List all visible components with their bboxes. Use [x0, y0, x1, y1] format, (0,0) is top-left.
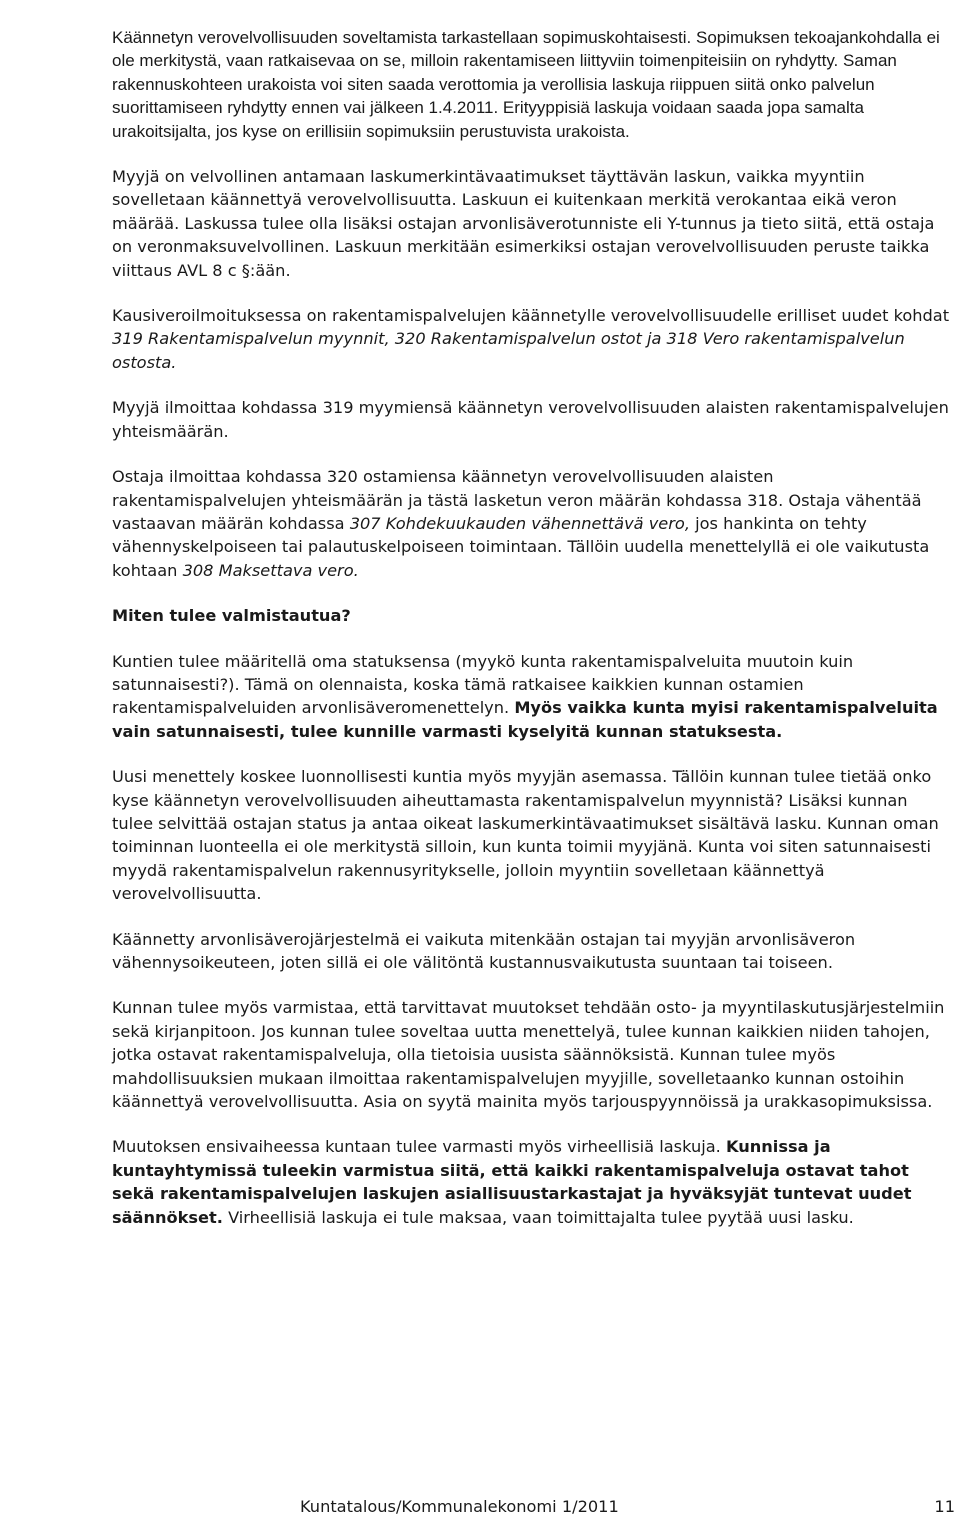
paragraph-buyer-reporting — [112, 465, 950, 582]
paragraph-text: Käännetty arvonlisäverojärjestelmä ei vaikuta mitenkään ostajan tai myyjän arvonlisäveron vähennysoikeuteen, joten sillä ei ole välitöntä kustannusvaikutusta suuntaan tai toiseen. — [112, 929, 856, 972]
paragraph-municipal-status — [112, 650, 950, 744]
paragraph-text: Ostaja ilmoittaa kohdassa 320 ostamiensa käännetyn verovelvollisuuden alaisten rakentamispalvelujen yhteismäärän ja tästä lasketun veron määrän kohdassa 318. Ostaja vähentää vastaavan määrän kohdassa — [112, 467, 922, 533]
paragraph-text: Kausiveroilmoituksessa on rakentamispalvelujen käännetylle verovelvollisuudelle erilliset uudet kohdat — [112, 306, 950, 326]
paragraph-text: Uusi menettely koskee luonnollisesti kuntia myös myyjän asemassa. Tällöin kunnan tulee tietää onko kyse käännetyn verovelvollisuuden aiheuttamasta rakentamispalvelun myynnistä? Lisäksi kunnan tulee selvittää ostajan status ja antaa oikeat laskumerkintävaatimukset sisältävä lasku. Kunnan oman toiminnan luonteella ei ole merkitystä silloin, kun kunta toimii myyjänä. Kunta voi siten satunnaisesti myydä rakentamispalvelun rakennusyritykselle, jolloin myyntiin sovelletaan käännettyä verovelvollisuutta. — [112, 767, 939, 904]
paragraph-text: Kunnan tulee myös varmistaa, että tarvittavat muutokset tehdään osto- ja myyntilaskutusjärjestelmiin sekä kirjanpitoon. Jos kunnan tulee soveltaa uutta menettelyä, tulee kunnan kaikkien niiden tahojen, jotka ostavat rakentamispalveluja, olla tietoisia uusista säännöksistä. Kunnan tulee myös mahdollisuuksien mukaan ilmoittaa rakentamispalvelujen myyjille, sovelletaanko kunnan ostoihin käännettyä verovelvollisuutta. Asia on syytä mainita myös tarjouspyynnöissä ja urakkasopimuksissa. — [112, 998, 945, 1112]
paragraph-text: Kuntien tulee määritellä oma statuksensa (myykö kunta rakentamispalveluita muutoin kuin satunnaisesti?). Tämä on olennaista, koska tämä ratkaisee kaikkien kunnan ostamien rakentamispalveluiden arvonlisäveromenettelyn. — [112, 651, 854, 718]
bold-text: Kunnissa ja kuntayhtymissä tuleekin varmistua siitä, että kaikki rakentamispalveluja ostavat tahot sekä rakentamispalvelujen laskujen asiallisuustarkastajat ja hyväksyjät tuntevat uudet säännökset. — [112, 1137, 912, 1227]
emphasis-text: 319 Rakentamispalvelun myynnit, 320 Rakentamispalvelun ostot ja 318 Vero rakentamispalvelun ostosta. — [112, 329, 905, 372]
paragraph-system-changes — [112, 996, 950, 1113]
paragraph-municipality-as-seller — [112, 765, 950, 905]
paragraph-invoice-requirements — [112, 165, 950, 282]
paragraph-deduction-rights — [112, 928, 950, 975]
paragraph-text: Muutoksen ensivaiheessa kuntaan tulee varmasti myös virheellisiä laskuja. — [112, 1137, 726, 1157]
paragraph-periodic-tax-return — [112, 304, 950, 374]
emphasis-text: 307 Kohdekuukauden vähennettävä vero, — [349, 513, 690, 533]
emphasis-text: 308 Maksettava vero. — [182, 560, 359, 580]
paragraph-contract-basis — [112, 26, 950, 143]
paragraph-incorrect-invoices — [112, 1135, 950, 1229]
publication-title: Kuntatalous/Kommunalekonomi 1/2011 — [300, 1497, 619, 1516]
paragraph-text: jos hankinta on tehty vähennyskelpoiseen tai palautuskelpoiseen toimintaan. Tällöin uudella menettelyllä ei ole vaikutusta kohtaan — [112, 513, 930, 580]
paragraph-text: Virheellisiä laskuja ei tule maksaa, vaan toimittajalta tulee pyytää uusi lasku. — [222, 1207, 854, 1227]
page-number: 11 — [934, 1497, 955, 1516]
bold-text: Myös vaikka kunta myisi rakentamispalveluita vain satunnaisesti, tulee kunnille varmasti kyselyitä kunnan statuksesta. — [112, 698, 938, 741]
document-body — [112, 26, 950, 1251]
section-heading: Miten tulee valmistautua? — [112, 606, 351, 626]
paragraph-seller-reporting — [112, 396, 950, 443]
paragraph-text: Myyjä on velvollinen antamaan laskumerkintävaatimukset täyttävän laskun, vaikka myyntiin sovelletaan käännettyä verovelvollisuutta. Laskuun ei kuitenkaan merkitä verokantaa eikä veron määrää. Laskussa tulee olla lisäksi ostajan arvonlisäverotunniste eli Y-tunnus ja tieto siitä, että ostaja on veronmaksuvelvollinen. Laskuun merkitään esimerkiksi ostajan verovelvollisuuden peruste taikka viittaus AVL 8 c §:ään. — [112, 167, 935, 280]
paragraph-text: Käännetyn verovelvollisuuden soveltamista tarkastellaan sopimuskohtaisesti. Sopimuksen tekoajankohdalla ei ole merkitystä, vaan ratkaisevaa on se, milloin rakentamiseen liittyviin toimenpiteisiin on ryhdytty. Saman rakennuskohteen urakoista voi siten saada verottomia ja verollisia laskuja riippuen siitä onko palvelun suorittamiseen ryhdytty ennen vai jälkeen 1.4.2011. Erityyppisiä laskuja voidaan saada jopa samalta urakoitsijalta, jos kyse on erillisiin sopimuksiin perustuvista urakoista. — [112, 28, 940, 141]
paragraph-text: Myyjä ilmoittaa kohdassa 319 myymiensä käännetyn verovelvollisuuden alaisten rakentamispalvelujen yhteismäärän. — [112, 398, 949, 441]
